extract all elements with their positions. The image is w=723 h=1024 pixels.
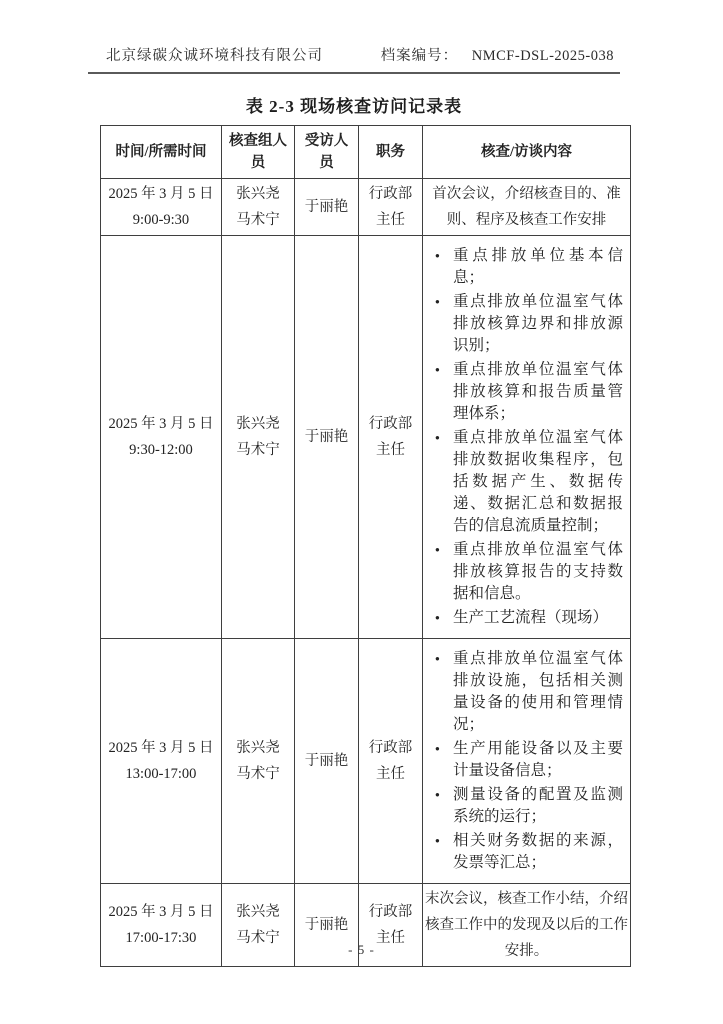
archive-label: 档案编号： [380,48,459,64]
bullet-item: ● 生产工艺流程（现场） [431,607,623,629]
content-cell [423,179,631,236]
bullet-item: ● 生产用能设备以及主要计量设备信息； [431,738,623,782]
archive-number: NMCF-DSL-2025-038 [471,48,614,64]
page-number: - 5 - [348,942,375,957]
position-cell: 行政部 主任 [359,639,423,884]
column-header: 核查/访谈内容 [423,126,631,179]
column-header: 职务 [359,126,423,179]
position-cell: 行政部 主任 [359,179,423,236]
verification-record-table [100,125,631,967]
company-name: 北京绿碳众诚环境科技有限公司 [106,48,323,64]
bullet-item: ● 重点排放单位温室气体排放设施，包括相关测量设备的使用和管理情况； [431,648,623,736]
table-row [101,236,631,639]
position-cell: 行政部 主任 [359,884,423,967]
table-title: 表 2-3 现场核查访问记录表 [245,97,463,116]
bullet-list [425,238,628,636]
bullet-item: ● 重点排放单位温室气体排放数据收集程序，包括数据产生、数据传递、数据汇总和数据报告的信息流质量控制； [431,427,623,537]
table-row [101,179,631,236]
time-cell: 2025 年 3 月 5 日 9:30-12:00 [101,236,222,639]
column-header: 时间/所需时间 [101,126,222,179]
interviewee-cell: 于丽艳 [295,236,359,639]
bullet-item: ● 重点排放单位基本信息； [431,245,623,289]
column-header: 受访人员 [295,126,359,179]
bullet-item: ● 重点排放单位温室气体排放核算报告的支持数据和信息。 [431,539,623,605]
document-header [88,44,620,74]
verifier-cell: 张兴尧 马术宁 [222,179,295,236]
verifier-cell: 张兴尧 马术宁 [222,884,295,967]
content-cell [423,236,631,639]
content-cell [423,639,631,884]
position-cell: 行政部 主任 [359,236,423,639]
content-text: 首次会议，介绍核查目的、准则、程序及核查工作安排 [432,186,621,228]
table-row [101,639,631,884]
bullet-item: ● 测量设备的配置及监测系统的运行； [431,784,623,828]
bullet-item: ● 重点排放单位温室气体排放核算边界和排放源识别； [431,291,623,357]
interviewee-cell: 于丽艳 [295,179,359,236]
table-body [101,179,631,967]
table-header-row [101,126,631,179]
bullet-list [425,641,628,881]
verifier-cell: 张兴尧 马术宁 [222,639,295,884]
time-cell: 2025 年 3 月 5 日 17:00-17:30 [101,884,222,967]
bullet-item: ● 相关财务数据的来源，发票等汇总； [431,830,623,874]
interviewee-cell: 于丽艳 [295,639,359,884]
archive-number-block [381,44,614,65]
column-header: 核查组人员 [222,126,295,179]
verifier-cell: 张兴尧 马术宁 [222,236,295,639]
time-cell: 2025 年 3 月 5 日 9:00-9:30 [101,179,222,236]
time-cell: 2025 年 3 月 5 日 13:00-17:00 [101,639,222,884]
interviewee-cell: 于丽艳 [295,884,359,967]
content-text: 末次会议，核查工作小结，介绍核查工作中的发现及以后的工作安排。 [425,891,628,959]
bullet-item: ● 重点排放单位温室气体排放核算和报告质量管理体系； [431,359,623,425]
